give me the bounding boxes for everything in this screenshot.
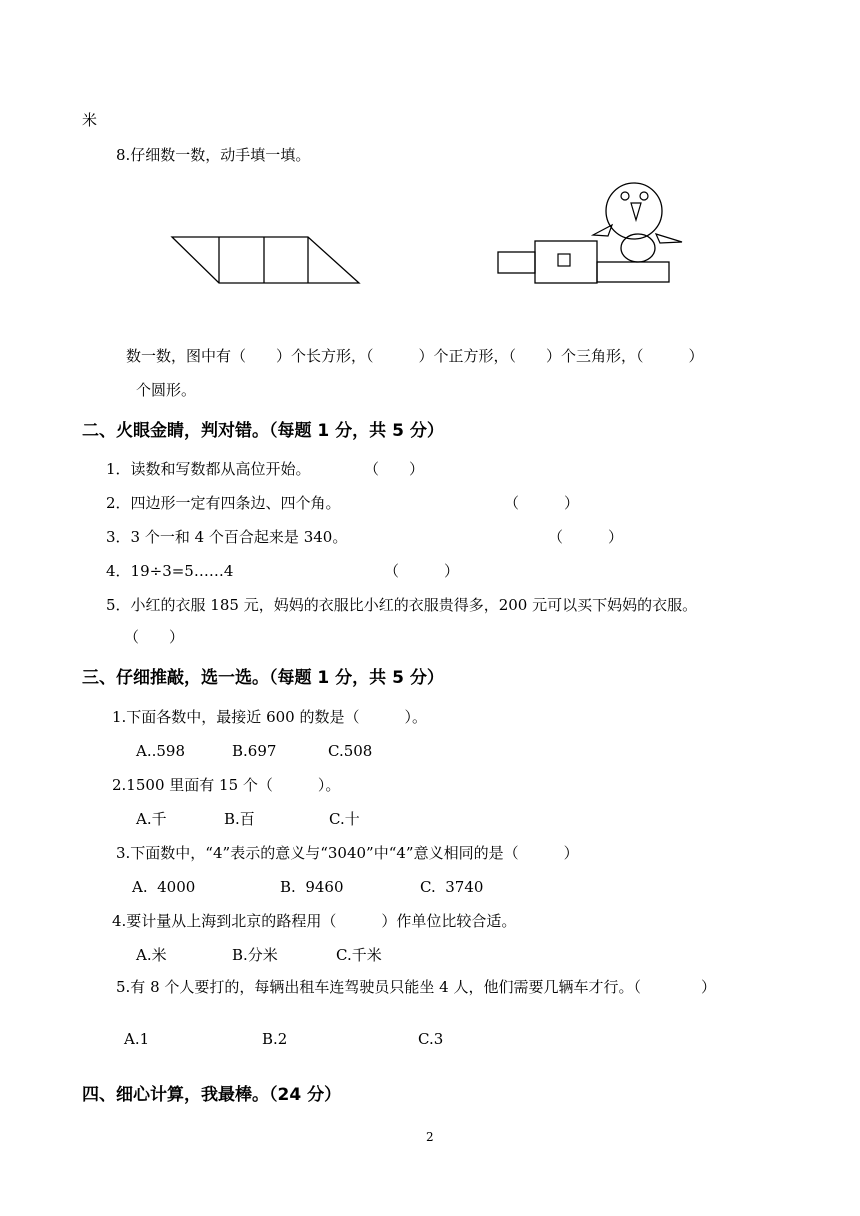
s2-item-5-blank: （ ） [124,628,185,646]
s3-item-2-option-a: A.千 [136,810,167,828]
parallelogram-figure [168,232,364,286]
s3-item-1-option-a: A..598 [136,742,185,760]
s2-item-4: 4．19÷3=5……4 [106,562,234,580]
q8-fill-line-2: 个圆形。 [136,381,197,399]
s3-item-2: 2.1500 里面有 15 个（ ）。 [112,776,341,794]
s3-item-2-option-b: B.百 [224,810,255,828]
s3-item-2-option-c: C.十 [329,810,360,828]
s3-item-1-option-c: C.508 [328,742,373,760]
s2-item-4-blank: （ ） [384,562,460,580]
q8-fill-line-1: 数一数，图中有（ ）个长方形，（ ）个正方形，（ ）个三角形，（ ） [126,347,704,365]
section-2-heading: 二、火眼金睛，判对错。（每题 1 分，共 5 分） [82,421,444,441]
s3-item-5: 5.有 8 个人要打的，每辆出租车连驾驶员只能坐 4 人，他们需要几辆车才行。（ ） [116,978,716,996]
robot-figure [494,176,686,288]
s3-item-1-option-b: B.697 [232,742,277,760]
s3-item-3-option-a: A. 4000 [132,878,196,896]
s2-item-5: 5．小红的衣服 185 元，妈妈的衣服比小红的衣服贵得多，200 元可以买下妈妈的衣服。 [106,596,698,614]
s3-item-4: 4.要计量从上海到北京的路程用（ ）作单位比较合适。 [112,912,517,930]
s3-item-1: 1.下面各数中，最接近 600 的数是（ ）。 [112,708,427,726]
s2-item-2-blank: （ ） [504,494,580,512]
s3-item-4-option-c: C.千米 [336,946,382,964]
s3-item-4-option-a: A.米 [136,946,167,964]
s3-item-3: 3.下面数中，“4”表示的意义与“3040”中“4”意义相同的是（ ） [116,844,579,862]
s3-item-3-option-b: B. 9460 [280,878,344,896]
s2-item-3-blank: （ ） [548,528,624,546]
s3-item-5-option-c: C.3 [418,1030,444,1048]
s3-item-3-option-c: C. 3740 [420,878,484,896]
s2-item-1: 1．读数和写数都从高位开始。 [106,460,311,478]
s2-item-2: 2．四边形一定有四条边、四个角。 [106,494,341,512]
section-3-heading: 三、仔细推敲，选一选。（每题 1 分，共 5 分） [82,668,444,688]
s2-item-1-blank: （ ） [364,460,425,478]
s2-item-3: 3．3 个一和 4 个百合起来是 340。 [106,528,348,546]
s3-item-5-option-a: A.1 [124,1030,150,1048]
q8-title: 8.仔细数一数，动手填一填。 [116,146,311,164]
s3-item-4-option-b: B.分米 [232,946,278,964]
s3-item-5-option-b: B.2 [262,1030,288,1048]
section-4-heading: 四、细心计算，我最棒。（24 分） [82,1085,342,1105]
continuation-text: 米 [82,111,98,129]
page-number: 2 [426,1130,434,1144]
